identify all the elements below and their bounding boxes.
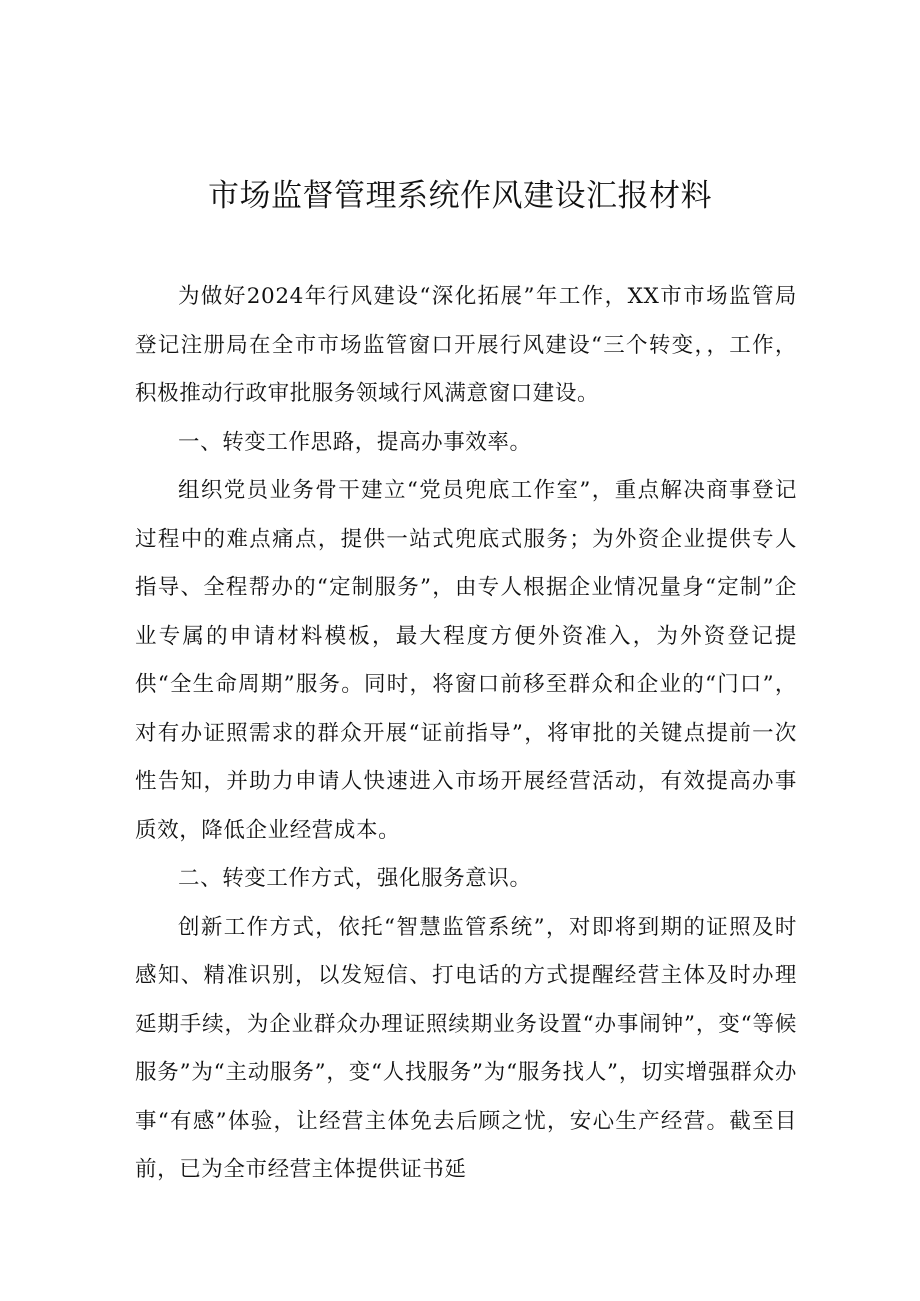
section-2-heading: 二、转变工作方式，强化服务意识。 [178,866,532,891]
section-2-paragraph: 创新工作方式，依托“智慧监管系统”，对即将到期的证照及时感知、精准识别，以发短信、打电话的方式提醒经营主体及时办理延期手续，为企业群众办理证照续期业务设置“办事闹钟”，变“等候服务”为“主动服务”，变“人找服务”为“服务找人”，切实增强群众办事“有感”体验，让经营主体免去后顾之忧，安心生产经营。截至目前，已为全市经营主体提供证书延 [135,914,797,1182]
document-title: 市场监督管理系统作风建设汇报材料 [208,178,712,214]
intro-paragraph: 为做好2024年行风建设“深化拓展”年工作，XX市市场监管局登记注册局在全市市场监管窗口开展行风建设“三个转变，，工作，积极推动行政审批服务领域行风满意窗口建设。 [135,284,797,406]
section-1-paragraph: 组织党员业务骨干建立“党员兜底工作室”，重点解决商事登记过程中的难点痛点，提供一站式兜底式服务；为外资企业提供专人指导、全程帮办的“定制服务”，由专人根据企业情况量身“定制”企业专属的申请材料模板，最大程度方便外资准入，为外资登记提供“全生命周期”服务。同时，将窗口前移至群众和企业的“门口”，对有办证照需求的群众开展“证前指导”，将审批的关键点提前一次性告知，并助力申请人快速进入市场开展经营活动，有效提高办事质效，降低企业经营成本。 [135,478,797,843]
section-1-heading: 一、转变工作思路，提高办事效率。 [178,429,532,455]
document-body [135,273,797,1195]
